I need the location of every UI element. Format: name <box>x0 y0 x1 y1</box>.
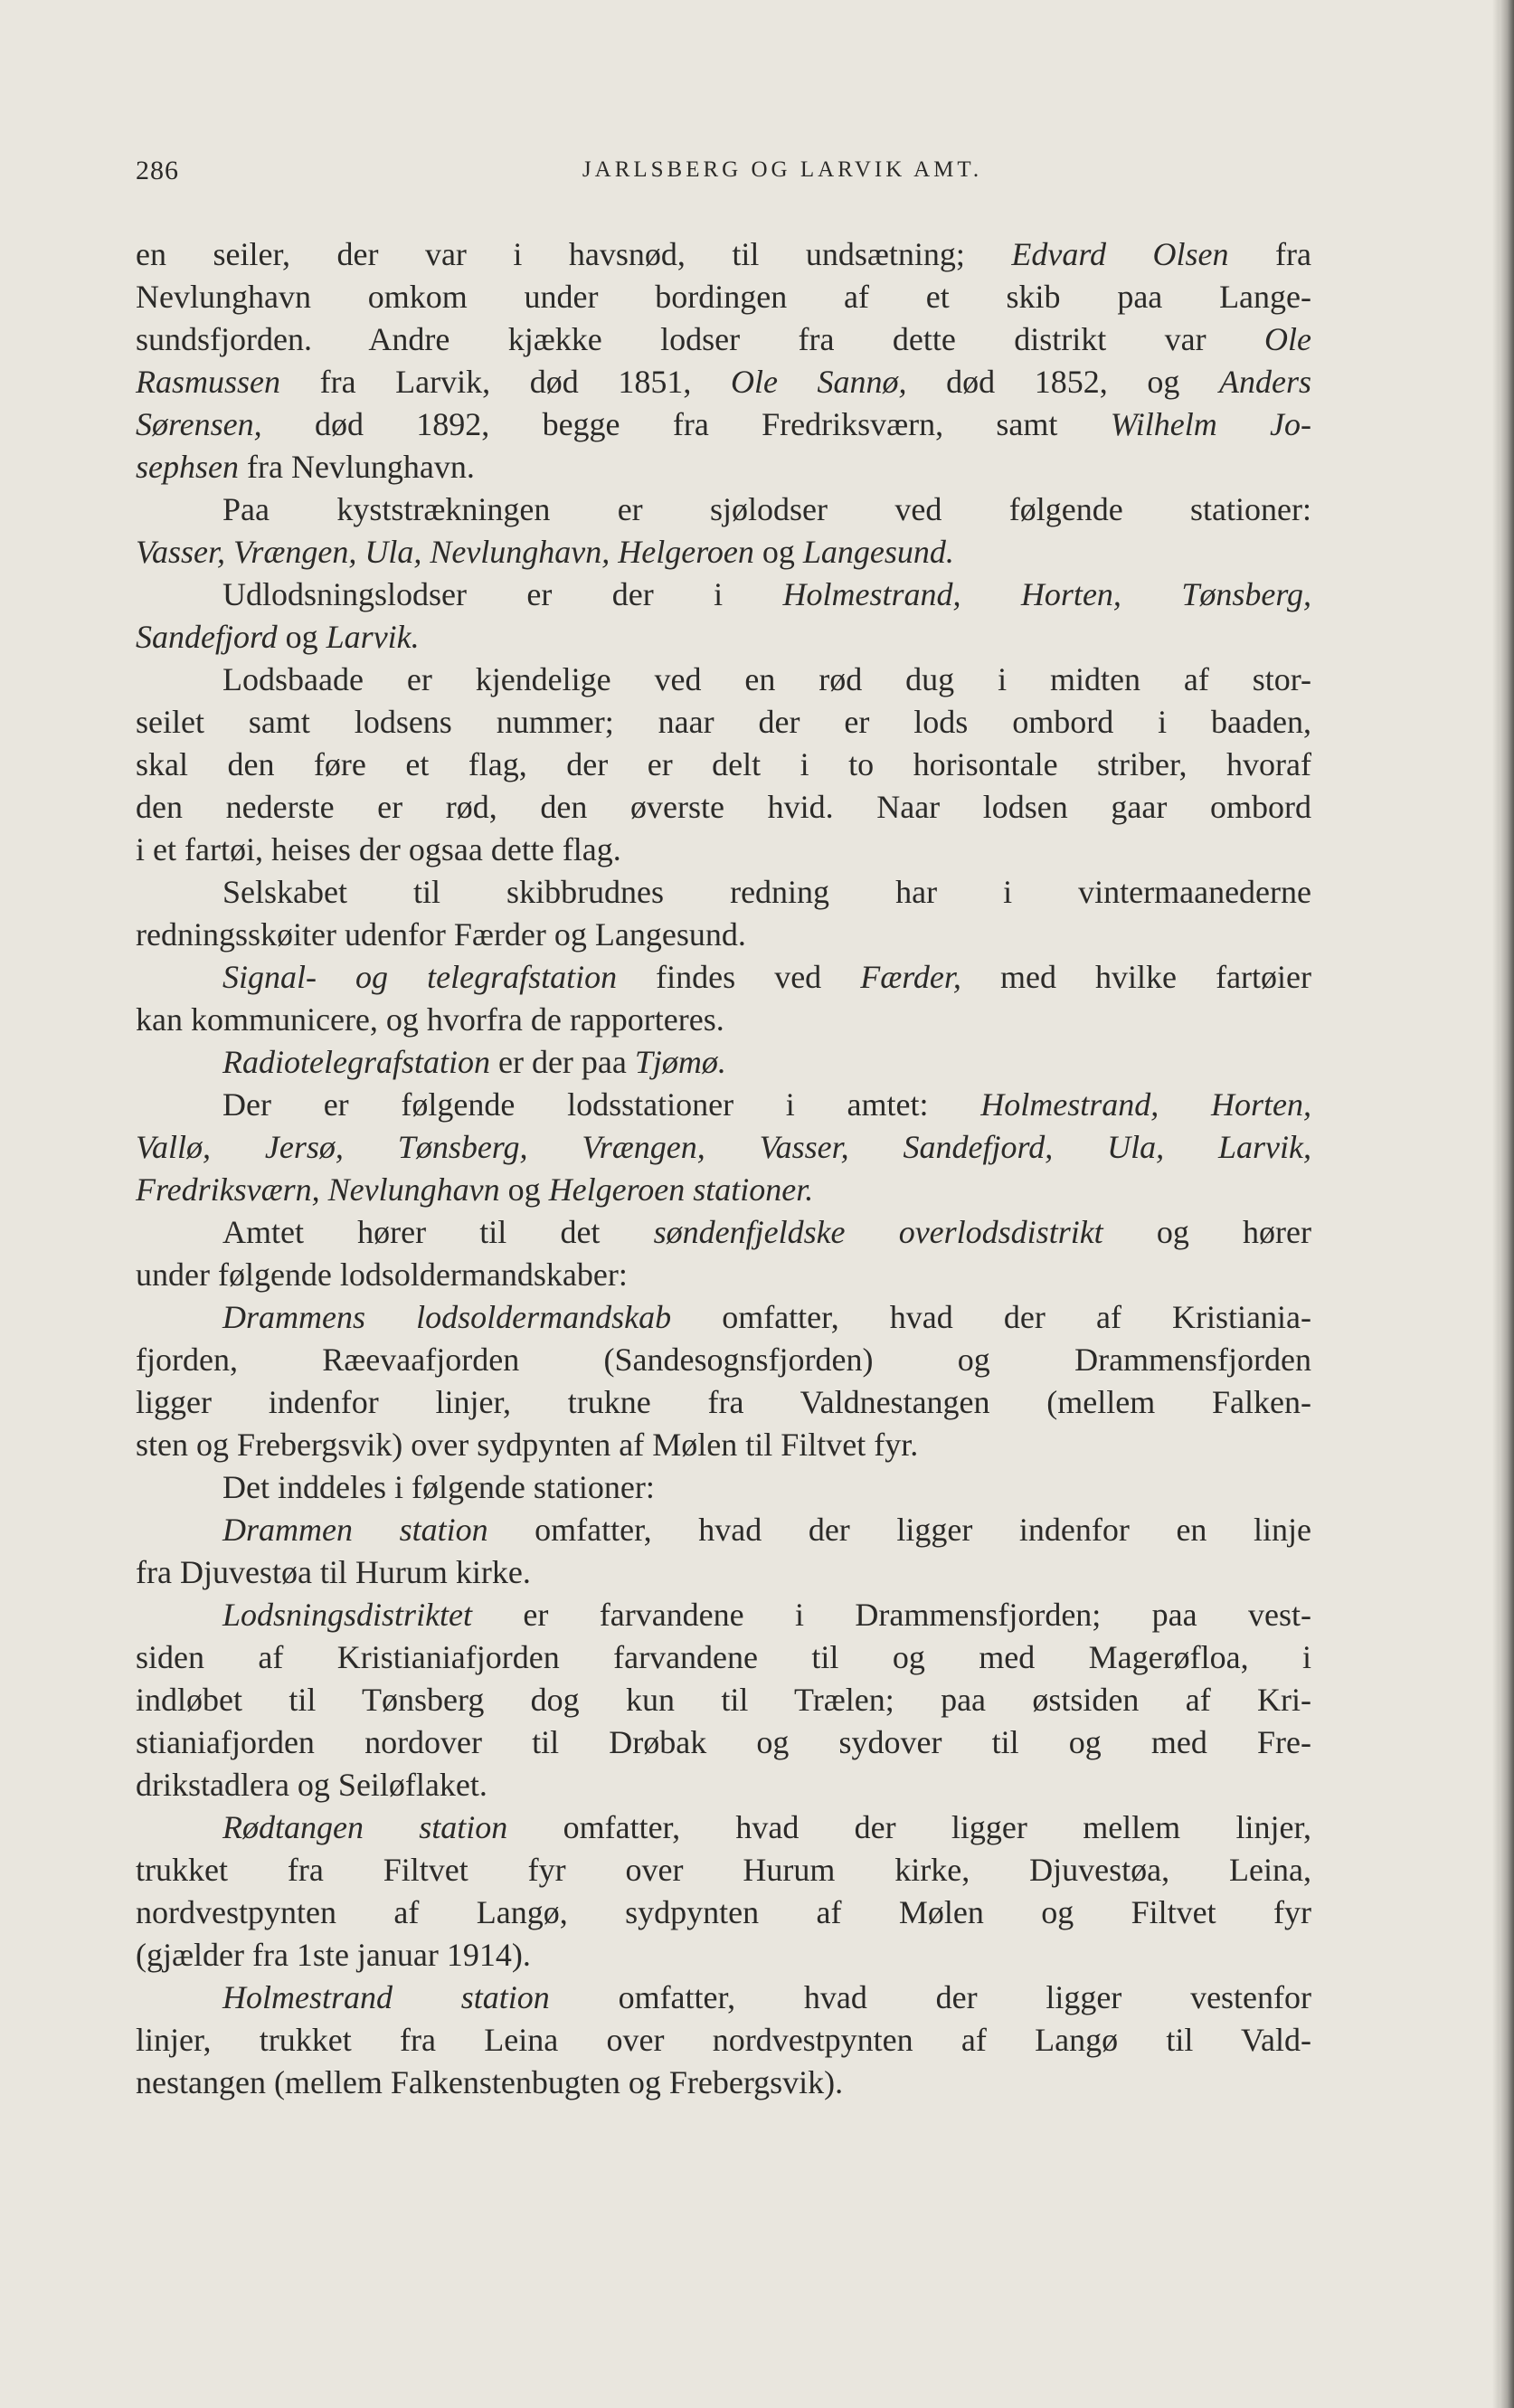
text-run: Selskabet til skibbrudnes redning har i vintermaanederne <box>222 874 1311 910</box>
text-run: indløbet til Tønsberg dog kun til Trælen; paa østsiden af Kri- <box>136 1682 1311 1718</box>
italic-run: Vallø, Jersø, Tønsberg, Vrængen, Vasser, Sandefjord, Ula, Larvik, <box>136 1129 1311 1165</box>
italic-run: Holmestrand station <box>222 1979 550 2015</box>
text-line <box>136 403 1311 446</box>
text-run: i et fartøi, heises der ogsaa dette flag. <box>136 831 621 867</box>
italic-run: Sørensen, <box>136 406 262 442</box>
text-run: omfatter, hvad der af Kristiania- <box>671 1299 1311 1335</box>
italic-run: Sandefjord <box>136 619 278 655</box>
text-run: Amtet hører til det <box>222 1214 654 1250</box>
text-run: kan kommunicere, og hvorfra de rapporteres. <box>136 1001 724 1038</box>
italic-run: Fredriksværn, Nevlunghavn <box>136 1171 500 1208</box>
text-line <box>136 1424 1311 1466</box>
text-run: og <box>753 534 803 570</box>
text-line <box>136 1126 1311 1169</box>
text-run: siden af Kristianiafjorden farvandene til og med Magerøfloa, i <box>136 1639 1311 1675</box>
body-text <box>136 233 1311 2104</box>
text-run: findes ved <box>617 959 861 995</box>
text-line <box>136 2019 1311 2062</box>
italic-run: Wilhelm Jo- <box>1110 406 1311 442</box>
text-run: Lodsbaade er kjendelige ved en rød dug i midten af stor- <box>222 661 1311 697</box>
text-line <box>136 488 1311 531</box>
text-line <box>136 1891 1311 1934</box>
text-run: linjer, trukket fra Leina over nordvestpynten af Langø til Vald- <box>136 2022 1311 2058</box>
text-line <box>136 914 1311 956</box>
text-run: (gjælder fra 1ste januar 1914). <box>136 1937 531 1973</box>
text-run: seilet samt lodsens nummer; naar der er lods ombord i baaden, <box>136 704 1311 740</box>
italic-run: Holmestrand, Horten, Tønsberg, <box>782 576 1311 612</box>
italic-run: Anders <box>1219 364 1311 400</box>
text-line <box>136 1934 1311 1977</box>
text-run: omfatter, hvad der ligger indenfor en linje <box>487 1512 1312 1548</box>
italic-run: Holmestrand, Horten, <box>980 1086 1311 1123</box>
italic-run: Rasmussen <box>136 364 280 400</box>
italic-run: Vasser, Vrængen, Ula, Nevlunghavn, Helgeroen <box>136 534 754 570</box>
italic-run: Ole <box>1264 321 1311 357</box>
text-run: fjorden, Ræevaafjorden (Sandesognsfjorden) og Drammensfjorden <box>136 1341 1311 1378</box>
italic-run: Helgeroen stationer. <box>548 1171 814 1208</box>
text-line <box>136 276 1311 318</box>
text-run: sten og Frebergsvik) over sydpynten af Mølen til Filtvet fyr. <box>136 1427 919 1463</box>
text-line <box>136 1466 1311 1509</box>
text-line <box>136 531 1311 574</box>
text-line <box>136 999 1311 1041</box>
text-run: redningsskøiter udenfor Færder og Langesund. <box>136 916 746 953</box>
text-line <box>136 956 1311 999</box>
text-run: under følgende lodsoldermandskaber: <box>136 1256 628 1293</box>
text-run: fra <box>1228 236 1311 272</box>
text-run: død 1892, begge fra Fredriksværn, samt <box>261 406 1111 442</box>
text-run: fra Nevlunghavn. <box>238 449 475 485</box>
text-line <box>136 1679 1311 1721</box>
text-line <box>136 1721 1311 1764</box>
italic-run: sephsen <box>136 449 239 485</box>
page-number: 286 <box>136 156 179 185</box>
text-line <box>136 1849 1311 1891</box>
text-line <box>136 1764 1311 1806</box>
italic-run: Drammen station <box>222 1512 488 1548</box>
text-line <box>136 1636 1311 1679</box>
text-run: fra Djuvestøa til Hurum kirke. <box>136 1554 531 1590</box>
italic-run: Tjømø. <box>634 1044 726 1080</box>
text-line <box>136 1169 1311 1211</box>
text-line <box>136 1084 1311 1126</box>
text-line <box>136 659 1311 701</box>
italic-run: Radiotelegrafstation <box>222 1044 490 1080</box>
text-line <box>136 1977 1311 2019</box>
text-run: Nevlunghavn omkom under bordingen af et skib paa Lange- <box>136 279 1311 315</box>
italic-run: Rødtangen station <box>222 1809 508 1845</box>
text-run: omfatter, hvad der ligger mellem linjer, <box>507 1809 1311 1845</box>
text-run: Udlodsningslodser er der i <box>222 576 783 612</box>
text-run: Der er følgende lodsstationer i amtet: <box>222 1086 981 1123</box>
text-run: en seiler, der var i havsnød, til undsætning; <box>136 236 1012 272</box>
text-line <box>136 446 1311 488</box>
text-line <box>136 1381 1311 1424</box>
text-run: drikstadlera og Seiløflaket. <box>136 1767 487 1803</box>
text-run: og <box>277 619 326 655</box>
text-run: er der paa <box>489 1044 635 1080</box>
text-line <box>136 1509 1311 1551</box>
italic-run: Ole Sannø, <box>730 364 907 400</box>
italic-run: Edvard Olsen <box>1011 236 1229 272</box>
text-run: og <box>499 1171 549 1208</box>
text-line <box>136 574 1311 616</box>
text-line <box>136 2062 1311 2104</box>
italic-run: søndenfjeldske overlodsdistrikt <box>653 1214 1103 1250</box>
text-line <box>136 1254 1311 1296</box>
text-run: stianiafjorden nordover til Drøbak og sydover til og med Fre- <box>136 1724 1311 1760</box>
italic-run: Drammens lodsoldermandskab <box>222 1299 672 1335</box>
text-line <box>136 1551 1311 1594</box>
text-line <box>136 616 1311 659</box>
text-run: fra Larvik, død 1851, <box>280 364 731 400</box>
text-run: ligger indenfor linjer, trukne fra Valdnestangen (mellem Falken- <box>136 1384 1311 1420</box>
text-line <box>136 1041 1311 1084</box>
text-run: skal den føre et flag, der er delt i to horisontale striber, hvoraf <box>136 746 1311 782</box>
text-line <box>136 233 1311 276</box>
page-header <box>136 156 1375 192</box>
text-line <box>136 318 1311 361</box>
text-run: sundsfjorden. Andre kjække lodser fra dette distrikt var <box>136 321 1265 357</box>
text-line <box>136 1339 1311 1381</box>
text-line <box>136 1806 1311 1849</box>
text-run: nordvestpynten af Langø, sydpynten af Mølen og Filtvet fyr <box>136 1894 1311 1930</box>
text-run: den nederste er rød, den øverste hvid. Naar lodsen gaar ombord <box>136 789 1311 825</box>
text-line <box>136 361 1311 403</box>
text-run: med hvilke fartøier <box>960 959 1312 995</box>
text-line <box>136 829 1311 871</box>
text-run: død 1852, og <box>906 364 1219 400</box>
italic-run: Signal- og telegrafstation <box>222 959 618 995</box>
text-run: Paa kyststrækningen er sjølodser ved følgende stationer: <box>222 491 1311 527</box>
running-title: JARLSBERG OG LARVIK AMT. <box>582 157 983 182</box>
text-run: er farvandene i Drammensfjorden; paa vest- <box>472 1597 1311 1633</box>
text-run: og hører <box>1102 1214 1311 1250</box>
book-binding-edge <box>1500 0 1514 2408</box>
text-line <box>136 744 1311 786</box>
italic-run: Lodsningsdistriktet <box>222 1597 473 1633</box>
text-run: trukket fra Filtvet fyr over Hurum kirke, Djuvestøa, Leina, <box>136 1852 1311 1888</box>
italic-run: Larvik. <box>326 619 420 655</box>
text-run: nestangen (mellem Falkenstenbugten og Frebergsvik). <box>136 2064 844 2100</box>
text-line <box>136 1594 1311 1636</box>
italic-run: Langesund. <box>802 534 954 570</box>
text-line <box>136 701 1311 744</box>
text-run: omfatter, hvad der ligger vestenfor <box>549 1979 1312 2015</box>
text-line <box>136 1211 1311 1254</box>
text-line <box>136 871 1311 914</box>
italic-run: Færder, <box>860 959 961 995</box>
text-line <box>136 786 1311 829</box>
text-run: Det inddeles i følgende stationer: <box>222 1469 655 1505</box>
page-shadow <box>1492 0 1500 2408</box>
text-line <box>136 1296 1311 1339</box>
